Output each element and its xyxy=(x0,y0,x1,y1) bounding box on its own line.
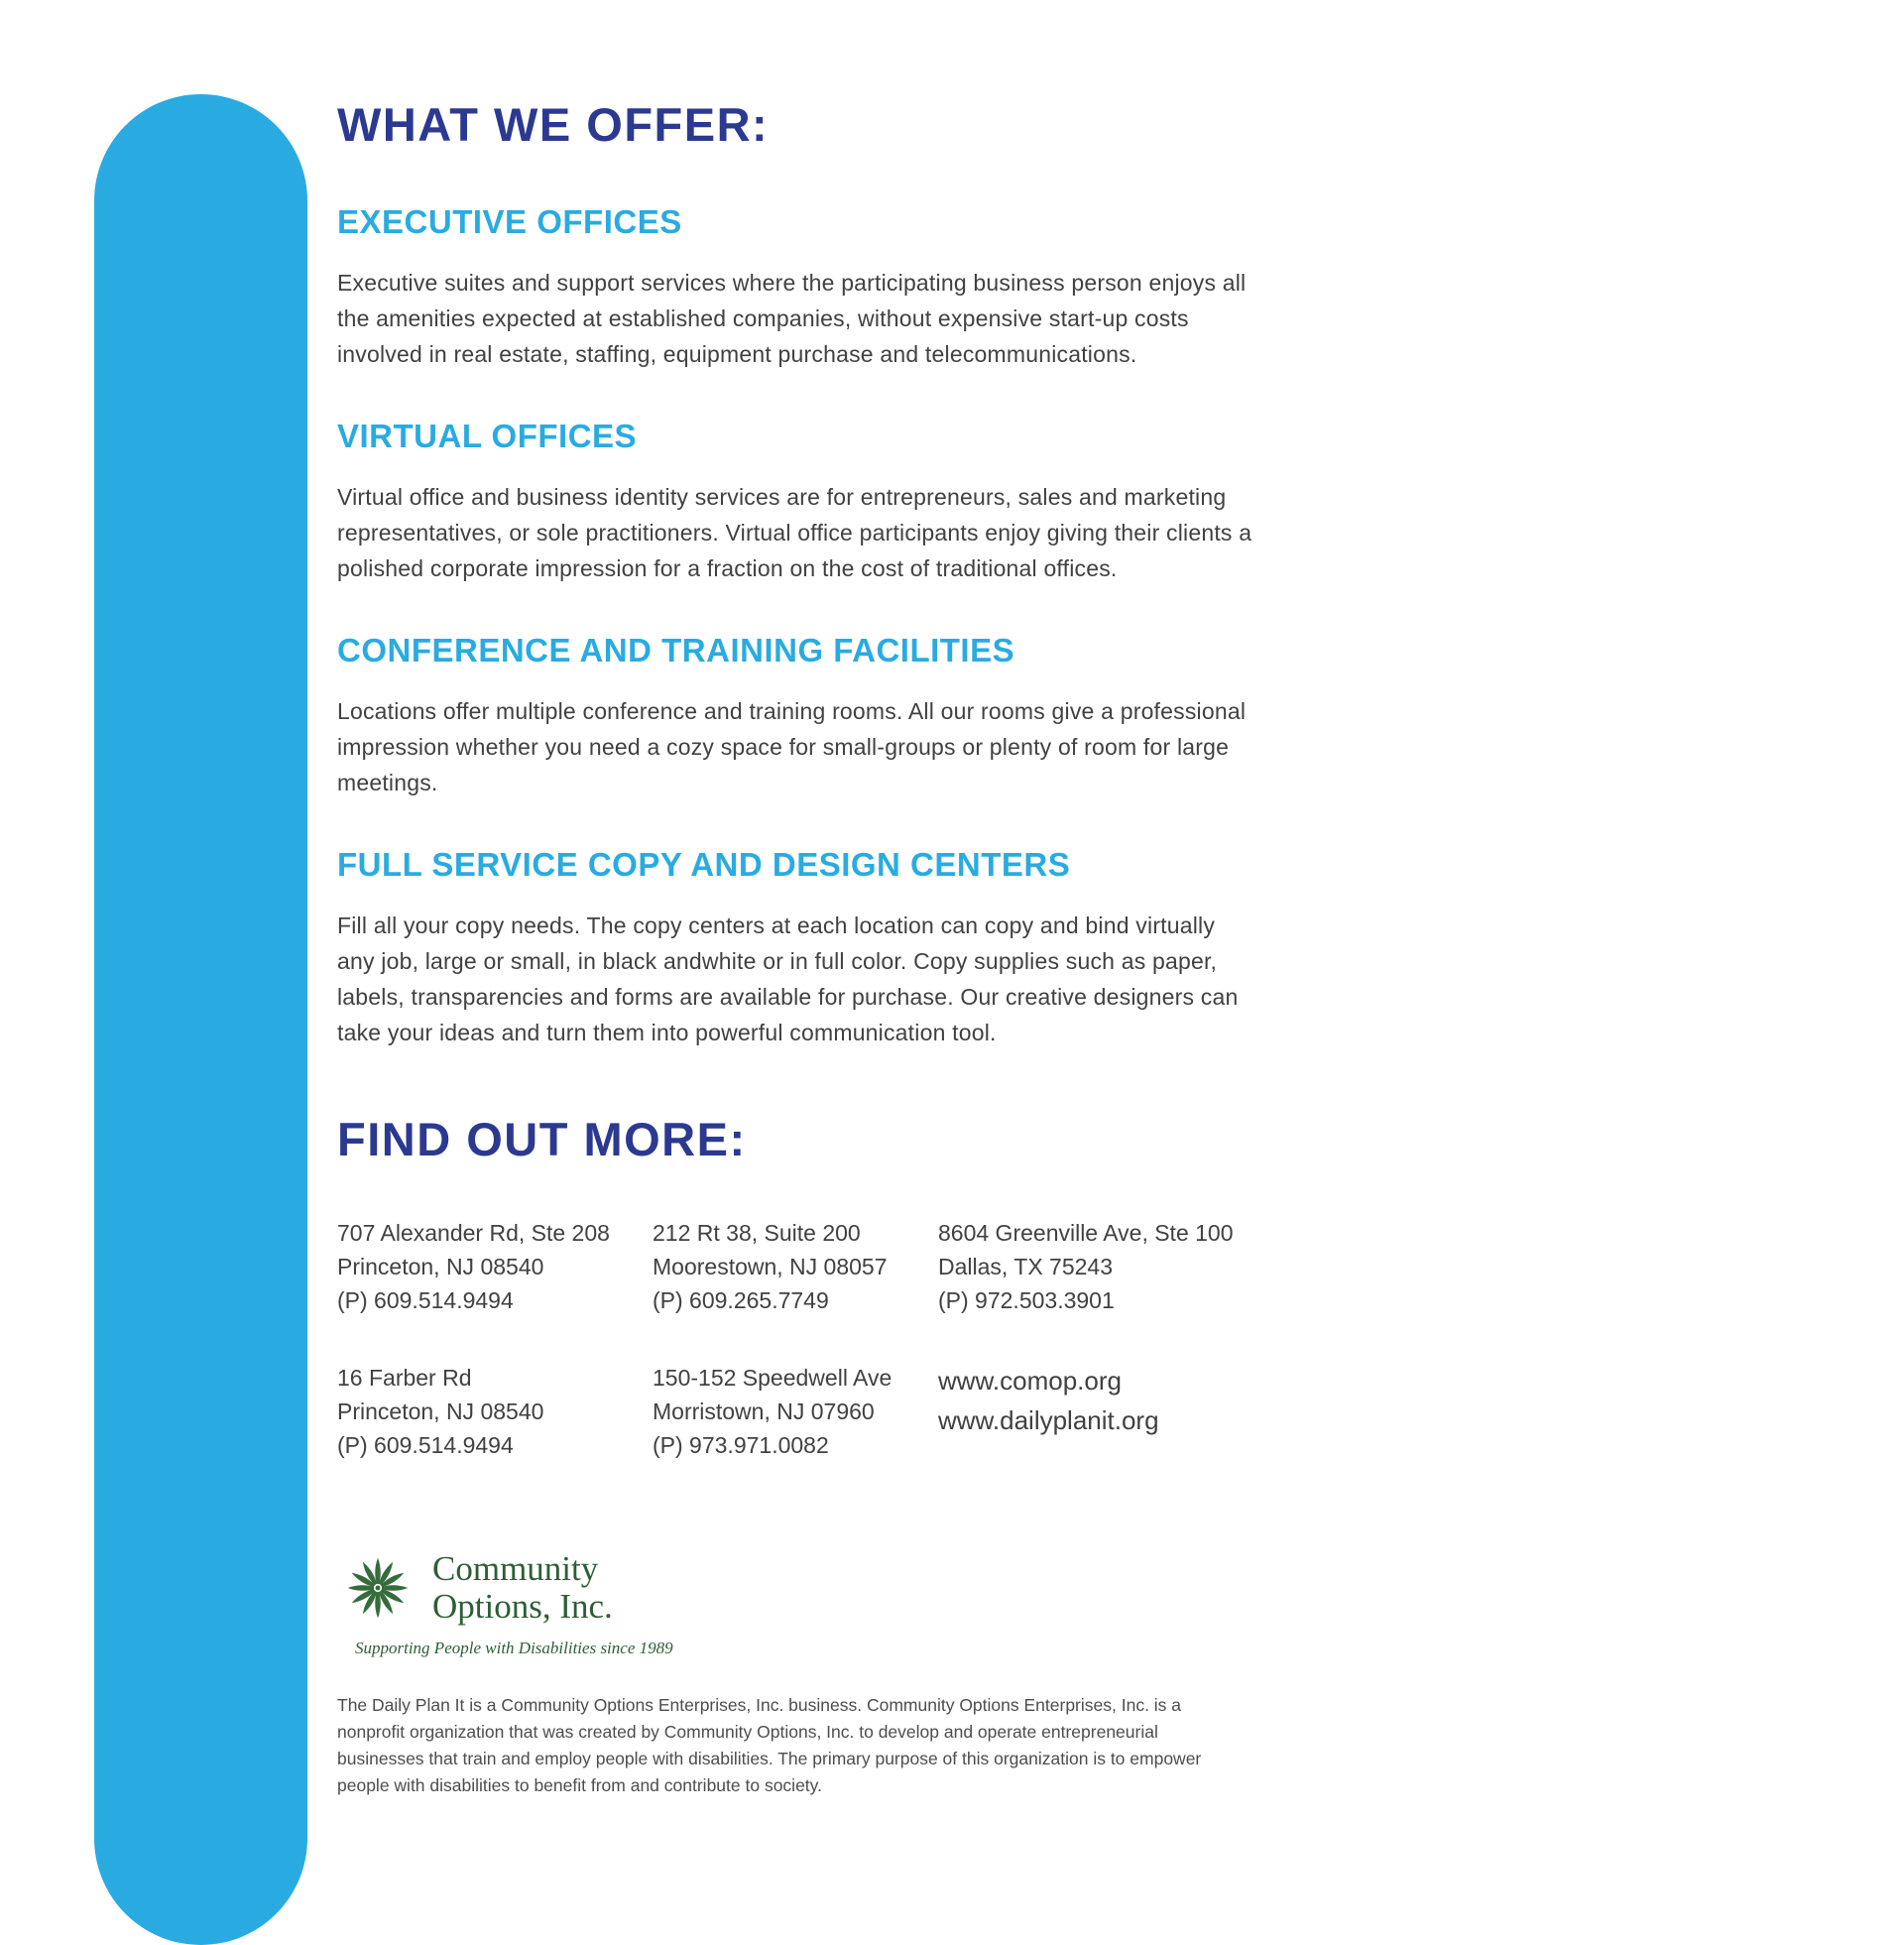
address-line: Princeton, NJ 08540 xyxy=(337,1398,544,1424)
address-line: 8604 Greenville Ave, Ste 100 xyxy=(938,1220,1234,1246)
community-options-logo-text xyxy=(432,1550,613,1626)
left-accent-bar xyxy=(94,94,307,1945)
logo-name-line2: Options, Inc. xyxy=(432,1587,613,1626)
address-line: Moorestown, NJ 08057 xyxy=(653,1254,888,1279)
website-link-dailyplanit[interactable]: www.dailyplanit.org xyxy=(938,1405,1159,1435)
section-heading: CONFERENCE AND TRAINING FACILITIES xyxy=(337,632,1015,669)
page-content xyxy=(337,97,1254,1799)
community-options-logo xyxy=(337,1547,1254,1629)
community-options-logo-icon xyxy=(337,1547,418,1629)
section-body: Executive suites and support services where the participating business person enjoys all the amenities expected at established companies, without expensive start-up costs involved in real estate, staffing, equipment purchase and telecommunications. xyxy=(337,270,1247,367)
section-body: Fill all your copy needs. The copy centers at each location can copy and bind virtually any job, large or small, in black andwhite or in full color. Copy supplies such as paper, labels, transparencies and forms are available for purchase. Our creative designers can take your ideas and turn them into powerful communication tool. xyxy=(337,912,1239,1045)
section-body: Locations offer multiple conference and training rooms. All our rooms give a professional impression whether you need a cozy space for small-groups or plenty of room for large meetings. xyxy=(337,698,1247,795)
phone-line: (P) 609.514.9494 xyxy=(337,1287,514,1313)
address-line: 212 Rt 38, Suite 200 xyxy=(653,1220,861,1246)
section-heading: VIRTUAL OFFICES xyxy=(337,418,638,454)
phone-line: (P) 972.503.3901 xyxy=(938,1287,1115,1313)
find-out-more-title: FIND OUT MORE: xyxy=(337,1113,747,1165)
contact-block-websites xyxy=(938,1361,1254,1462)
section-heading: EXECUTIVE OFFICES xyxy=(337,203,682,240)
contact-grid xyxy=(337,1216,1254,1462)
contact-block-princeton-farber xyxy=(337,1361,653,1462)
section-body: Virtual office and business identity services are for entrepreneurs, sales and marketing representatives, or sole practitioners. Virtual office participants enjoy giving their clients a polished corporate impression for a fraction on the cost of traditional offices. xyxy=(337,484,1252,581)
address-line: 150-152 Speedwell Ave xyxy=(653,1365,892,1391)
address-line: Princeton, NJ 08540 xyxy=(337,1254,544,1279)
section-executive-offices xyxy=(337,203,1254,372)
phone-line: (P) 609.265.7749 xyxy=(653,1287,829,1313)
address-line: 16 Farber Rd xyxy=(337,1365,472,1391)
logo-tagline: Supporting People with Disabilities since 1989 xyxy=(355,1639,673,1657)
contact-block-moorestown xyxy=(653,1216,938,1317)
address-line: Dallas, TX 75243 xyxy=(938,1254,1114,1279)
logo-name-line1: Community xyxy=(432,1549,599,1588)
contact-block-princeton-alexander xyxy=(337,1216,653,1317)
contact-block-morristown xyxy=(653,1361,938,1462)
section-copy-design xyxy=(337,846,1254,1050)
contact-block-dallas xyxy=(938,1216,1254,1317)
phone-line: (P) 609.514.9494 xyxy=(337,1432,514,1458)
page-title: WHAT WE OFFER: xyxy=(337,98,770,151)
website-link-comop[interactable]: www.comop.org xyxy=(938,1366,1122,1396)
address-line: 707 Alexander Rd, Ste 208 xyxy=(337,1220,610,1246)
phone-line: (P) 973.971.0082 xyxy=(653,1432,829,1458)
address-line: Morristown, NJ 07960 xyxy=(653,1398,875,1424)
section-heading: FULL SERVICE COPY AND DESIGN CENTERS xyxy=(337,846,1071,883)
section-conference-training xyxy=(337,632,1254,800)
section-virtual-offices xyxy=(337,418,1254,586)
footer-disclaimer: The Daily Plan It is a Community Options Enterprises, Inc. business. Community Options Enterprises, Inc. is a nonprofit organization that was created by Community Options, Inc. to develop and operate entrepreneurial businesses that train and employ people with disabilities. The primary purpose of this organization is to empower people with disabilities to benefit from and contribute to society. xyxy=(337,1695,1202,1795)
